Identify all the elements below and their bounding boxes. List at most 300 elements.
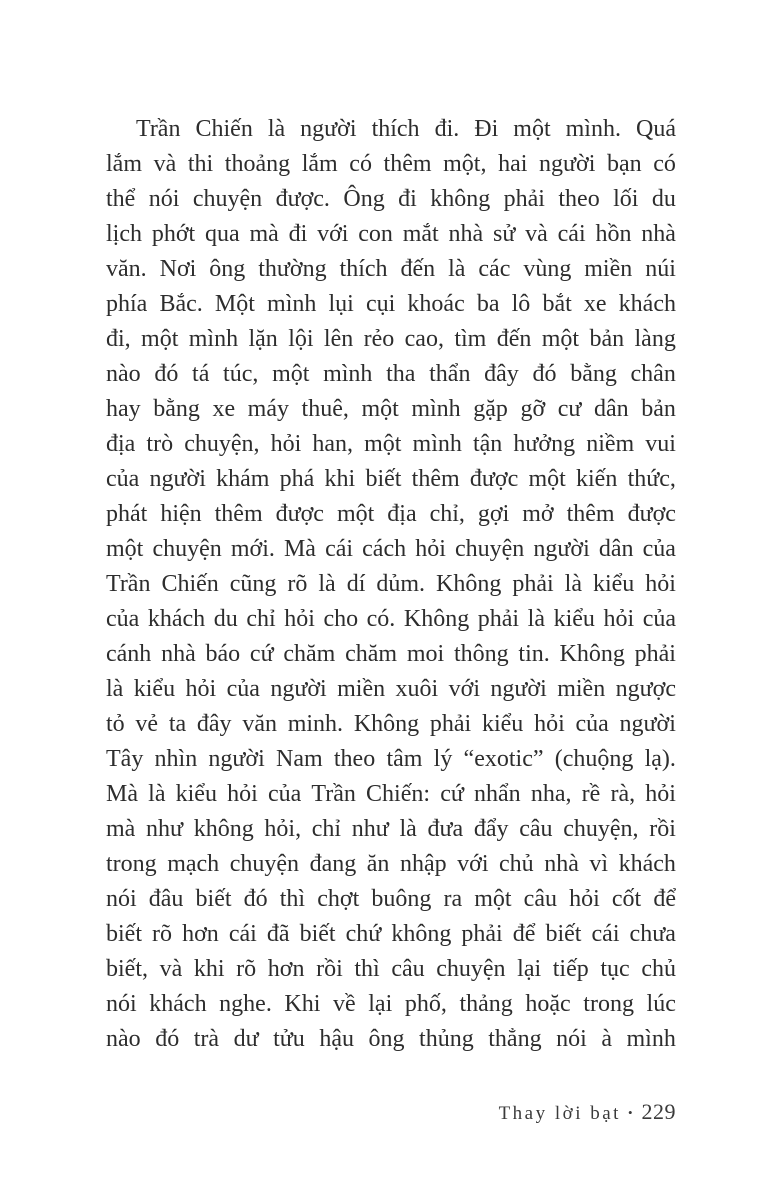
text-line bbox=[106, 777, 676, 812]
text-line bbox=[106, 287, 676, 322]
word: tận bbox=[472, 431, 503, 457]
word: qua bbox=[204, 221, 240, 247]
word: nhà bbox=[641, 221, 676, 247]
word: một bbox=[106, 536, 144, 562]
word: rõ bbox=[236, 956, 257, 982]
word: chủ bbox=[641, 956, 676, 982]
word: nào bbox=[106, 361, 141, 387]
word: miền bbox=[584, 256, 633, 282]
word: nhà bbox=[161, 641, 196, 667]
word: mình bbox=[626, 1026, 676, 1052]
word: dư bbox=[233, 1026, 259, 1052]
word: là bbox=[527, 606, 545, 632]
word: phải bbox=[503, 186, 545, 212]
word: rà, bbox=[610, 781, 636, 807]
word: không bbox=[430, 186, 491, 212]
text-line bbox=[106, 882, 676, 917]
word: hậu bbox=[319, 1026, 354, 1052]
word: cũng bbox=[229, 571, 277, 597]
word: han, bbox=[312, 431, 354, 457]
word: được bbox=[469, 466, 519, 492]
word: Quá bbox=[636, 116, 676, 142]
word: cốt bbox=[611, 886, 642, 912]
text-line bbox=[106, 952, 676, 987]
word: đây bbox=[196, 711, 232, 737]
word: chăm bbox=[283, 641, 336, 667]
word: người bbox=[490, 676, 547, 702]
word: Trần bbox=[106, 571, 151, 597]
word: Không bbox=[559, 641, 625, 667]
text-line bbox=[106, 567, 676, 602]
word: lúc bbox=[646, 991, 676, 1017]
word: đi bbox=[288, 221, 308, 247]
word: vùng bbox=[523, 256, 572, 282]
word: chăm bbox=[345, 641, 398, 667]
word: lối bbox=[613, 186, 639, 212]
word: khám bbox=[216, 466, 270, 492]
word: đẩy bbox=[473, 816, 509, 842]
word: vì bbox=[589, 851, 609, 877]
word: thẳng bbox=[488, 1026, 542, 1052]
word: máy bbox=[247, 396, 289, 422]
word: xuôi bbox=[395, 676, 439, 702]
word: hỏi bbox=[534, 711, 565, 737]
word: chuyện bbox=[229, 851, 300, 877]
word: cao, bbox=[404, 326, 444, 352]
text-line bbox=[106, 497, 676, 532]
word: chỉ, bbox=[429, 501, 465, 527]
word: kiểu bbox=[553, 606, 595, 632]
word: ta bbox=[168, 711, 187, 737]
word: hỏi, bbox=[264, 816, 302, 842]
word: là bbox=[399, 816, 417, 842]
word: không bbox=[193, 816, 254, 842]
word: kiến bbox=[576, 466, 618, 492]
word: núi bbox=[645, 256, 676, 282]
text-line bbox=[106, 217, 676, 252]
word: Nam bbox=[276, 746, 323, 772]
word: thì bbox=[279, 886, 306, 912]
word: người bbox=[619, 711, 676, 737]
word: thể bbox=[106, 186, 136, 212]
word: thêm bbox=[566, 501, 615, 527]
word: biết bbox=[545, 921, 582, 947]
word: một bbox=[474, 886, 512, 912]
word: lạ). bbox=[644, 746, 676, 772]
word: mình bbox=[411, 396, 461, 422]
word: nhà bbox=[544, 851, 579, 877]
word: buông bbox=[371, 886, 432, 912]
text-line bbox=[106, 112, 676, 147]
word: hiện bbox=[160, 501, 202, 527]
word: theo bbox=[333, 746, 376, 772]
word: của bbox=[575, 711, 609, 737]
word: phố, bbox=[404, 991, 447, 1017]
word: ông bbox=[368, 1026, 405, 1052]
word: Trần bbox=[136, 116, 181, 142]
word: không bbox=[391, 921, 452, 947]
word: câu bbox=[519, 816, 553, 842]
word: nha, bbox=[530, 781, 572, 807]
word: “exotic” bbox=[463, 746, 544, 772]
word: của bbox=[106, 466, 140, 492]
word: Đi bbox=[474, 116, 499, 142]
word: chỉ bbox=[311, 816, 342, 842]
word: cứ bbox=[440, 781, 464, 807]
word: Mà bbox=[106, 781, 138, 807]
word: đến bbox=[400, 256, 436, 282]
word: Mà bbox=[283, 536, 316, 562]
word: thì bbox=[354, 956, 380, 982]
word: một bbox=[141, 326, 179, 352]
word: câu bbox=[523, 886, 557, 912]
word: chợt bbox=[317, 886, 360, 912]
word: miền bbox=[337, 676, 386, 702]
word: và bbox=[159, 956, 183, 982]
word: phải bbox=[461, 921, 503, 947]
word: Khi bbox=[284, 991, 321, 1017]
word: một bbox=[513, 116, 551, 142]
word: tiếp bbox=[552, 956, 589, 982]
word: du bbox=[651, 186, 676, 212]
word: người bbox=[208, 746, 265, 772]
word: đây bbox=[484, 361, 519, 387]
word: chưa bbox=[629, 921, 676, 947]
text-line bbox=[106, 357, 676, 392]
word: ra bbox=[443, 886, 463, 912]
word: con bbox=[358, 221, 393, 247]
word: về bbox=[333, 991, 356, 1017]
word: rẻo bbox=[363, 326, 395, 352]
word: niềm bbox=[586, 431, 635, 457]
word: hỏi bbox=[603, 606, 635, 632]
word: cách bbox=[362, 536, 407, 562]
word: đó bbox=[243, 886, 268, 912]
word: moi bbox=[406, 641, 445, 667]
word: lô bbox=[511, 291, 531, 317]
word: hay bbox=[106, 396, 141, 422]
word: chứ bbox=[345, 921, 382, 947]
text-line bbox=[106, 812, 676, 847]
word: cư bbox=[557, 396, 582, 422]
word: mình bbox=[267, 291, 317, 317]
word: lên bbox=[323, 326, 354, 352]
text-line bbox=[106, 742, 676, 777]
word: rồi bbox=[316, 956, 343, 982]
word: mắt bbox=[402, 221, 439, 247]
word: rõ bbox=[287, 571, 308, 597]
word: hưởng bbox=[513, 431, 576, 457]
word: phải bbox=[512, 571, 554, 597]
word: mở bbox=[522, 501, 554, 527]
word: cái bbox=[557, 221, 586, 247]
page-footer bbox=[499, 1099, 676, 1125]
word: khách bbox=[618, 291, 676, 317]
text-line bbox=[106, 602, 676, 637]
word: đang bbox=[309, 851, 357, 877]
word: đâu bbox=[148, 886, 184, 912]
word: nói bbox=[556, 1026, 587, 1052]
word: lặn bbox=[248, 326, 278, 352]
word: lịch bbox=[106, 221, 142, 247]
word: có. bbox=[366, 606, 396, 632]
word: Chiến bbox=[161, 571, 219, 597]
word: của bbox=[267, 781, 302, 807]
word: đó bbox=[154, 361, 179, 387]
word: tha bbox=[386, 361, 416, 387]
word: phải bbox=[477, 606, 520, 632]
word: bạn bbox=[606, 151, 642, 177]
word: tục bbox=[600, 956, 630, 982]
word: dí bbox=[346, 571, 366, 597]
word: thêm bbox=[383, 151, 432, 177]
word: rề bbox=[581, 781, 601, 807]
word: người bbox=[300, 116, 357, 142]
word: chuyện bbox=[192, 186, 263, 212]
word: người bbox=[149, 466, 206, 492]
word: Chiến: bbox=[366, 781, 431, 807]
text-line bbox=[106, 987, 676, 1022]
word: khi bbox=[193, 956, 225, 982]
word: trong bbox=[583, 991, 634, 1017]
word: Chiến bbox=[195, 116, 253, 142]
word: được. bbox=[275, 186, 330, 212]
text-line bbox=[106, 322, 676, 357]
word: nói bbox=[106, 991, 137, 1017]
word: biết bbox=[365, 466, 402, 492]
word: bản bbox=[589, 326, 625, 352]
word: với bbox=[448, 676, 480, 702]
word: biết bbox=[106, 921, 142, 947]
text-line bbox=[106, 427, 676, 462]
word: miền bbox=[557, 676, 606, 702]
word: báo bbox=[205, 641, 241, 667]
word: người bbox=[539, 151, 596, 177]
word: (chuộng bbox=[554, 746, 634, 772]
word: hỏi bbox=[645, 781, 676, 807]
word: cứ bbox=[249, 641, 274, 667]
word: của bbox=[226, 676, 260, 702]
word: Không bbox=[436, 571, 502, 597]
word: như bbox=[351, 816, 389, 842]
word: ông bbox=[209, 256, 246, 282]
word: của bbox=[106, 606, 140, 632]
text-line bbox=[106, 1022, 676, 1057]
word: hỏi bbox=[270, 431, 302, 457]
word: lắm bbox=[301, 151, 338, 177]
word: và bbox=[525, 221, 548, 247]
word: hơn bbox=[267, 956, 305, 982]
word: hơn bbox=[182, 921, 219, 947]
word: là bbox=[106, 676, 124, 702]
word: chuyện bbox=[436, 956, 506, 982]
word: chuyện, bbox=[184, 431, 260, 457]
word: cái bbox=[325, 536, 354, 562]
word: nào bbox=[106, 1026, 141, 1052]
word: được bbox=[275, 501, 324, 527]
word: của bbox=[642, 536, 676, 562]
word: du bbox=[213, 606, 238, 632]
word: thẩn bbox=[429, 361, 471, 387]
word: chuyện, bbox=[563, 816, 639, 842]
word: hồn bbox=[595, 221, 632, 247]
word: bằng bbox=[153, 396, 200, 422]
word: nhìn bbox=[154, 746, 198, 772]
word: một bbox=[272, 361, 310, 387]
word: thông bbox=[453, 641, 509, 667]
word: à bbox=[601, 1026, 612, 1052]
word: các bbox=[478, 256, 511, 282]
word: lại bbox=[517, 956, 542, 982]
word: hỏi bbox=[415, 536, 446, 562]
word: hai bbox=[498, 151, 528, 177]
word: gặp bbox=[473, 396, 508, 422]
word: người bbox=[270, 676, 327, 702]
word: Nơi bbox=[159, 256, 197, 282]
word: Không bbox=[403, 606, 470, 632]
word: chuyện bbox=[454, 536, 525, 562]
word: mới. bbox=[230, 536, 275, 562]
word: như bbox=[146, 816, 184, 842]
word: gỡ bbox=[520, 396, 546, 422]
word: kiểu bbox=[592, 571, 635, 597]
word: cho bbox=[323, 606, 359, 632]
word: đã bbox=[266, 921, 290, 947]
word: phớt bbox=[151, 221, 196, 247]
word: văn bbox=[242, 711, 277, 737]
word: chân bbox=[630, 361, 676, 387]
word: cụi bbox=[365, 291, 396, 317]
word: thủng bbox=[419, 1026, 474, 1052]
footer-page-number: 229 bbox=[641, 1099, 676, 1124]
word: khách bbox=[618, 851, 676, 877]
word: ngược bbox=[615, 676, 676, 702]
word: địa bbox=[106, 431, 136, 457]
word: đưa bbox=[427, 816, 464, 842]
word: thoảng bbox=[224, 151, 291, 177]
word: theo bbox=[558, 186, 600, 212]
word: mà bbox=[249, 221, 279, 247]
word: lại bbox=[368, 991, 393, 1017]
text-line bbox=[106, 847, 676, 882]
word: mạch bbox=[167, 851, 220, 877]
word: lắm bbox=[106, 151, 142, 177]
word: lụi bbox=[328, 291, 354, 317]
word: dủm. bbox=[376, 571, 426, 597]
paragraph-text bbox=[106, 112, 676, 1057]
word: dân bbox=[593, 396, 629, 422]
text-line bbox=[106, 917, 676, 952]
word: Không bbox=[353, 711, 420, 737]
word: trò bbox=[146, 431, 174, 457]
word: địa bbox=[387, 501, 417, 527]
word: nhà bbox=[448, 221, 484, 247]
word: nói bbox=[148, 186, 180, 212]
word: đi. bbox=[434, 116, 460, 142]
word: hỏi bbox=[569, 886, 600, 912]
word: có bbox=[653, 151, 676, 177]
word: một bbox=[541, 326, 580, 352]
word: trong bbox=[106, 851, 157, 877]
word: mình. bbox=[565, 116, 621, 142]
word: đó bbox=[532, 361, 557, 387]
word: vẻ bbox=[135, 711, 159, 737]
word: kiểu bbox=[175, 781, 217, 807]
word: và bbox=[153, 151, 177, 177]
text-line bbox=[106, 672, 676, 707]
word: thường bbox=[258, 256, 327, 282]
word: bắt bbox=[542, 291, 572, 317]
word: Một bbox=[214, 291, 255, 317]
word: minh. bbox=[287, 711, 344, 737]
word: Bắc. bbox=[159, 291, 203, 317]
word: nghe. bbox=[219, 991, 272, 1017]
word: là bbox=[148, 781, 166, 807]
text-line bbox=[106, 707, 676, 742]
footer-section-title: Thay lời bạt bbox=[498, 1103, 621, 1124]
word: bằng bbox=[570, 361, 617, 387]
word: xe bbox=[583, 291, 607, 317]
word: ba bbox=[476, 291, 500, 317]
word: làng bbox=[634, 326, 676, 352]
word: thích bbox=[371, 116, 420, 142]
text-line bbox=[106, 252, 676, 287]
word: khách bbox=[147, 606, 206, 632]
word: vui bbox=[645, 431, 676, 457]
word: văn. bbox=[106, 256, 147, 282]
word: chuyện bbox=[152, 536, 222, 562]
word: khi bbox=[324, 466, 356, 492]
word: hỏi bbox=[645, 571, 676, 597]
word: một, bbox=[443, 151, 487, 177]
word: tâm bbox=[386, 746, 423, 772]
text-line bbox=[106, 637, 676, 672]
word: Tây bbox=[106, 746, 144, 772]
word: hoặc bbox=[525, 991, 571, 1017]
word: lội bbox=[288, 326, 314, 352]
word: Trần bbox=[311, 781, 356, 807]
word: thêm bbox=[214, 501, 263, 527]
word: phá bbox=[279, 466, 315, 492]
word: để bbox=[512, 921, 536, 947]
word: kiểu bbox=[133, 676, 176, 702]
word: phát bbox=[106, 501, 148, 527]
word: phía bbox=[106, 291, 148, 317]
word: dân bbox=[598, 536, 634, 562]
word: nhẩn bbox=[474, 781, 521, 807]
word: của bbox=[642, 606, 676, 632]
word: là bbox=[448, 256, 466, 282]
word: mà bbox=[106, 816, 136, 842]
word: một bbox=[364, 431, 402, 457]
text-line bbox=[106, 462, 676, 497]
word: nói bbox=[106, 886, 137, 912]
word: được bbox=[627, 501, 676, 527]
word: phải bbox=[429, 711, 472, 737]
word: để bbox=[653, 886, 676, 912]
word: túc, bbox=[223, 361, 259, 387]
word: chủ bbox=[499, 851, 534, 877]
word: biết bbox=[195, 886, 232, 912]
word: hỏi bbox=[227, 781, 258, 807]
word: Ông bbox=[343, 186, 385, 212]
word: lý bbox=[433, 746, 453, 772]
word: tìm bbox=[454, 326, 487, 352]
word: tửu bbox=[273, 1026, 305, 1052]
text-line bbox=[106, 532, 676, 567]
word: cái bbox=[228, 921, 257, 947]
word: biết bbox=[299, 921, 336, 947]
